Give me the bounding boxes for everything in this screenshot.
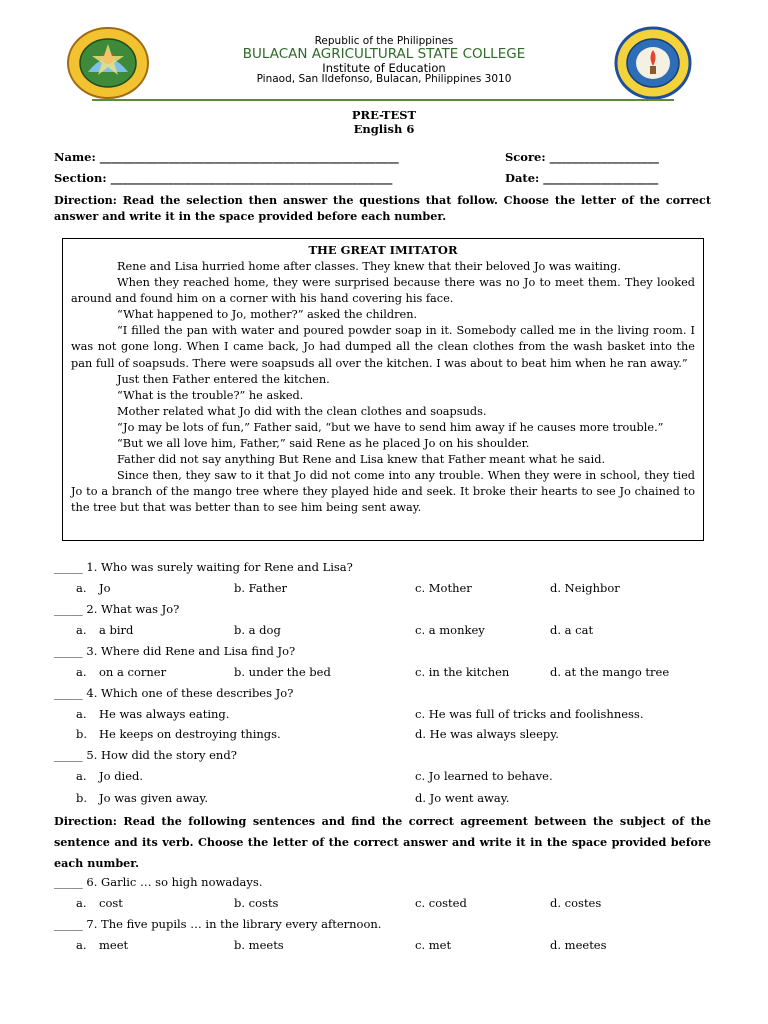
story-paragraph: Just then Father entered the kitchen. [117,372,330,386]
q7-option-a: meet [99,938,129,952]
q4-option-b: He keeps on destroying things. [99,727,281,741]
question-4: _____ 4. Which one of these describes Jo? [54,686,294,700]
q1-option-b: b. Father [234,581,288,595]
test-subject: English 6 [353,122,415,136]
story-paragraph: “Jo may be lots of fun,” Father said, “but we have to send him away if he causes more trouble.” [117,420,664,434]
option-letter-a: a. [76,769,87,783]
q2-option-c: c. a monkey [415,623,485,637]
story-paragraph: Father did not say anything But Rene and Lisa knew that Father meant what he said. [117,453,606,467]
question-5: _____ 5. How did the story end? [54,748,237,762]
header-divider [92,99,674,101]
q4-option-c: c. He was full of tricks and foolishness. [415,707,644,721]
q5-option-a: Jo died. [99,769,144,783]
option-letter-a: a. [76,581,87,595]
score-field[interactable]: Score: ___________________ [505,150,659,164]
q4-option-d: d. He was always sleepy. [415,727,559,741]
q2-option-a: a bird [99,623,134,637]
option-letter-b: b. [76,791,88,805]
q7-option-d: d. meetes [550,938,607,952]
story-paragraph: Rene and Lisa hurried home after classes. They knew that their beloved Jo was waiting. [117,260,621,273]
q6-option-c: c. costed [415,896,467,910]
q4-option-a: He was always eating. [99,707,230,721]
institute-name: Institute of Education [322,61,446,75]
question-3: _____ 3. Where did Rene and Lisa find Jo? [54,644,296,658]
story-paragraph: “I filled the pan with water and poured powder soap in it. Somebody called me in the living room. I was not gone long. When I came back, Jo had dumped all the clean clothes from the wash basket into the pan full of soapsuds. There were soapsuds all over the kitchen. I was about to beat him when he ran away.” [71,324,695,370]
q3-option-c: c. in the kitchen [415,665,510,679]
q2-option-b: b. a dog [234,623,281,637]
q1-option-d: d. Neighbor [550,581,620,595]
option-letter-a: a. [76,938,87,952]
story-text [71,259,695,517]
story-paragraph: Since then, they saw to it that Jo did not come into any trouble. When they were in school, they tied Jo to a branch of the mango tree where they played hide and seek. It broke their hearts to see Jo chained to the tree but that was better than to see him being sent away. [71,469,695,515]
q5-option-c: c. Jo learned to behave. [415,769,553,783]
story-paragraph: When they reached home, they were surprised because there was no Jo to meet them. They looked around and found him on a corner with his hand covering his face. [71,276,695,306]
q5-option-b: Jo was given away. [99,791,209,805]
q5-option-d: d. Jo went away. [415,791,510,805]
story-paragraph: “But we all love him, Father,” said Rene as he placed Jo on his shoulder. [117,437,530,451]
question-6: _____ 6. Garlic … so high nowadays. [54,875,263,889]
question-2: _____ 2. What was Jo? [54,602,180,616]
option-letter-a: a. [76,896,87,910]
q7-option-c: c. met [415,938,452,952]
name-field[interactable]: Name: ____________________________________________________ [54,150,399,164]
q6-option-b: b. costs [234,896,279,910]
republic-line: Republic of the Philippines [314,35,454,47]
q3-option-b: b. under the bed [234,665,331,679]
q6-option-a: cost [99,896,123,910]
option-letter-b: b. [76,727,88,741]
question-7: _____ 7. The five pupils … in the library every afternoon. [54,917,382,931]
date-field[interactable]: Date: ____________________ [505,171,659,185]
option-letter-a: a. [76,707,87,721]
question-1: _____ 1. Who was surely waiting for Rene and Lisa? [54,560,353,574]
q3-option-d: d. at the mango tree [550,665,670,679]
q7-option-b: b. meets [234,938,284,952]
q3-option-a: on a corner [99,665,167,679]
q2-option-d: d. a cat [550,623,594,637]
address: Pinaod, San Ildefonso, Bulacan, Philippines 3010 [256,73,512,85]
test-title: PRE-TEST [351,108,417,122]
story-paragraph: “What is the trouble?” he asked. [117,388,304,402]
q1-option-c: c. Mother [415,581,472,595]
option-letter-a: a. [76,623,87,637]
q1-option-a: Jo [99,581,111,595]
direction-reading: Direction: Read the selection then answer the questions that follow. Choose the letter of the correct answer and write it in the space provided before each number. [54,193,711,223]
option-letter-a: a. [76,665,87,679]
story-paragraph: Mother related what Jo did with the clean clothes and soapsuds. [117,404,487,418]
direction-agreement: Direction: Read the following sentences and find the correct agreement between the subject of the sentence and its verb. Choose the letter of the correct answer and write it in the space provided before each number. [54,814,711,870]
section-field[interactable]: Section: _________________________________________________ [54,171,393,185]
story-box [62,238,704,541]
story-paragraph: “What happened to Jo, mother?” asked the children. [117,308,418,322]
college-name: BULACAN AGRICULTURAL STATE COLLEGE [242,46,526,62]
q6-option-d: d. costes [550,896,602,910]
story-title: THE GREAT IMITATOR [308,243,458,257]
